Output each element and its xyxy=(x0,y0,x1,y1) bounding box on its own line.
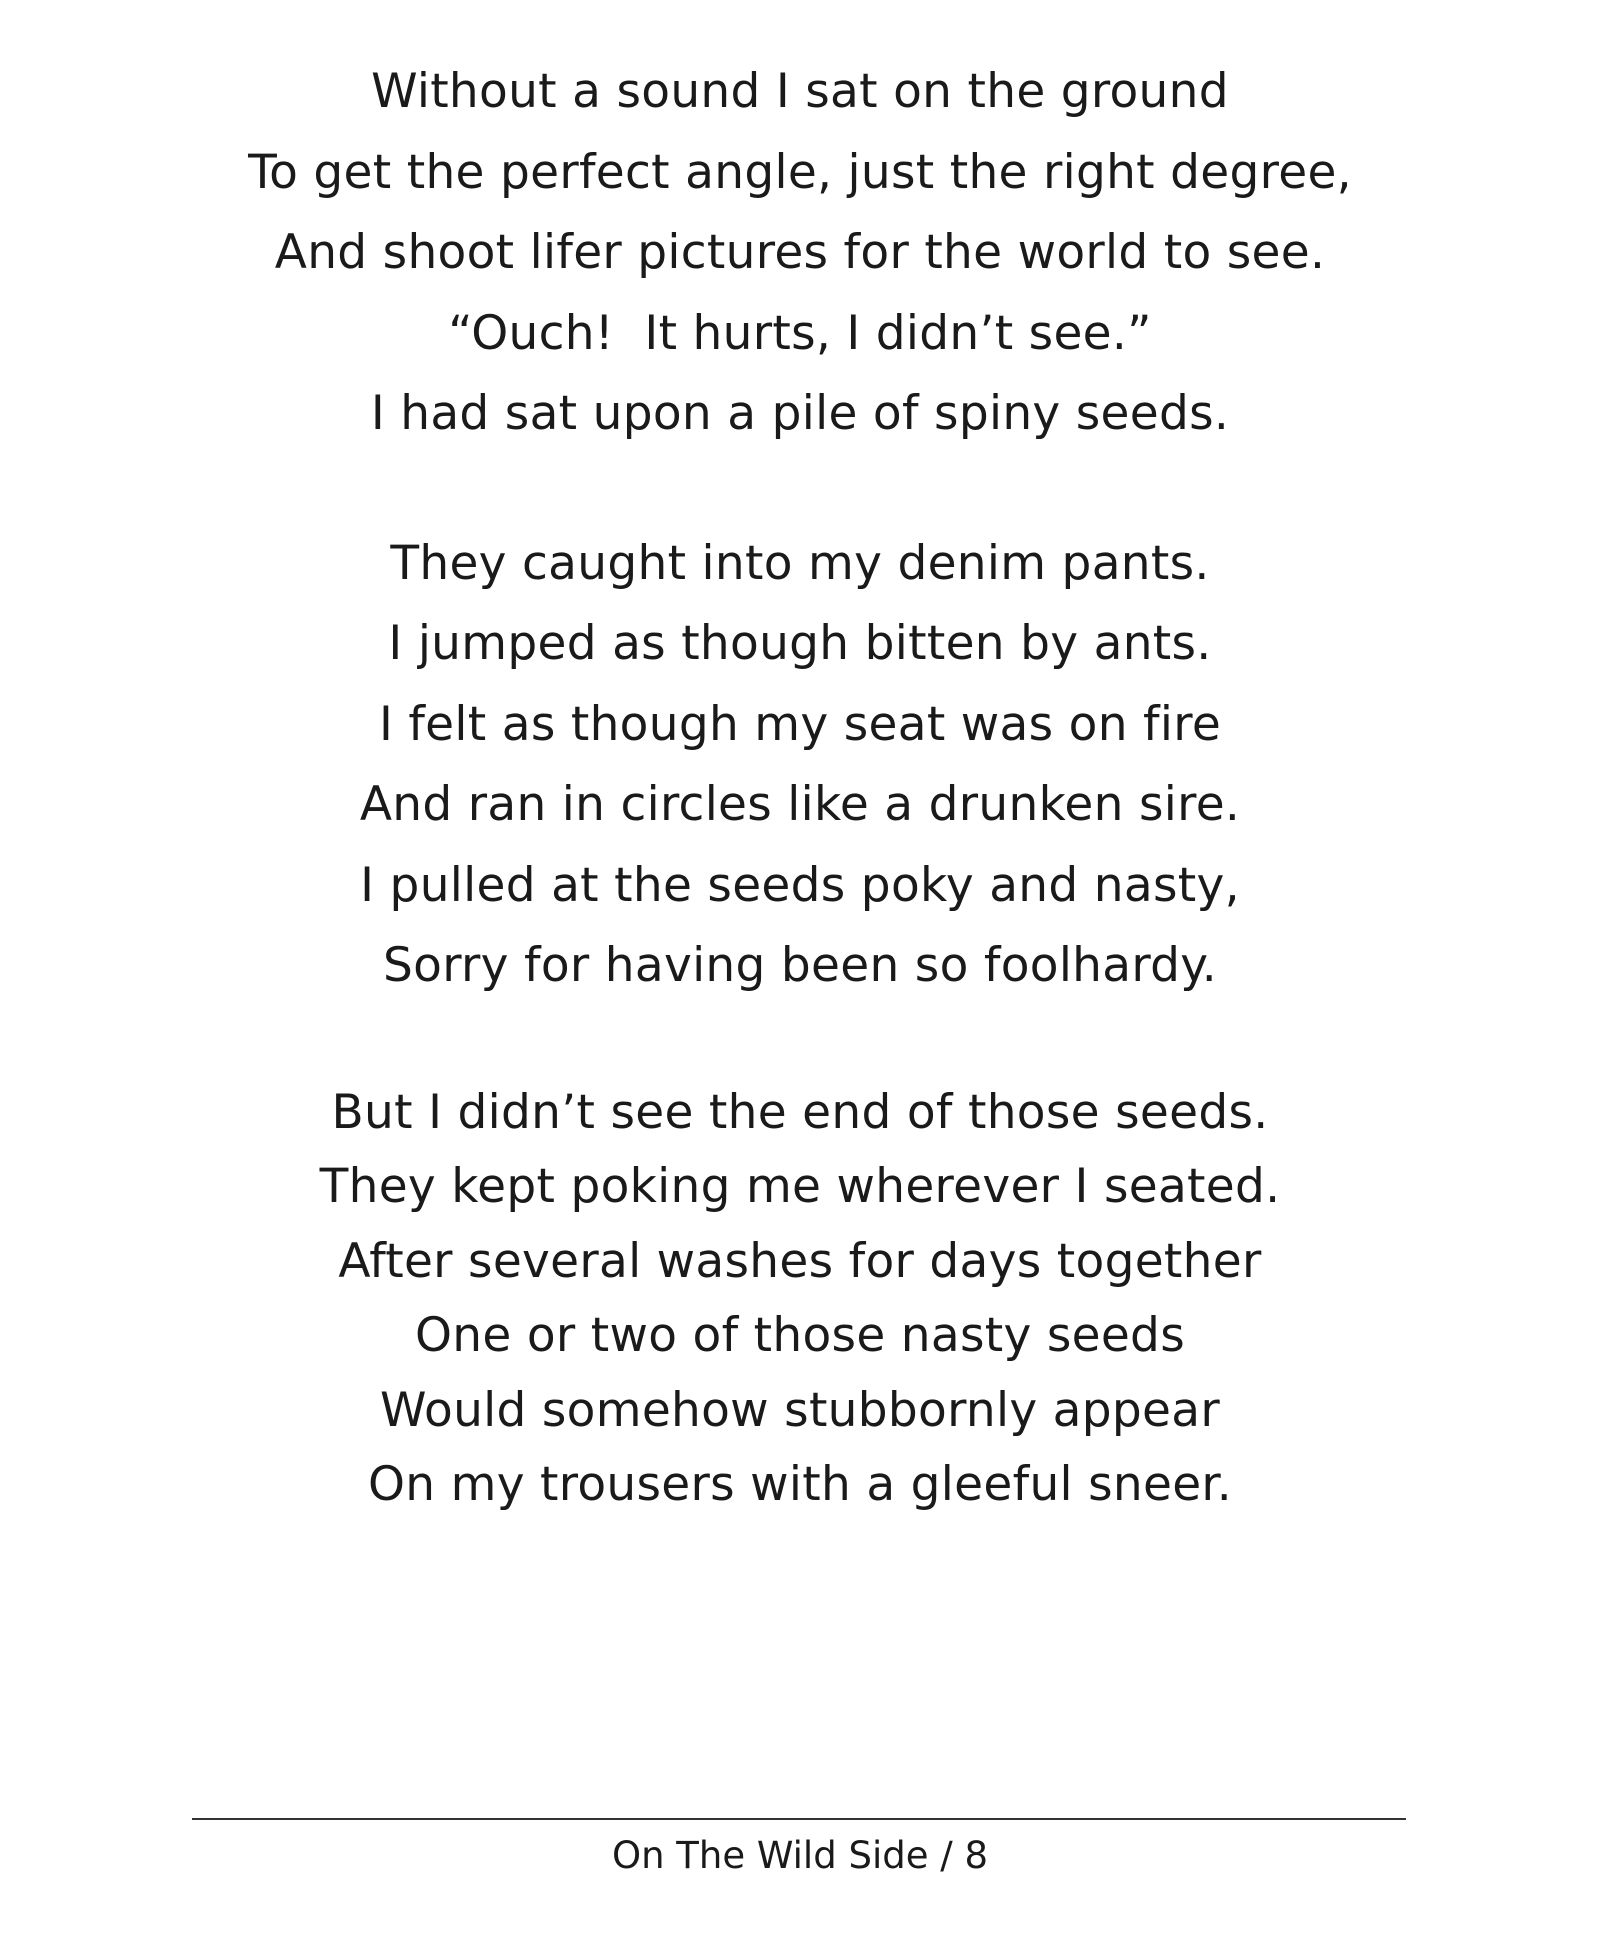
poem-line: I felt as though my seat was on fire xyxy=(378,696,1222,752)
page-footer: On The Wild Side / 8 xyxy=(611,1834,989,1877)
poem-line: To get the perfect angle, just the right degree, xyxy=(248,144,1352,200)
stanza-3 xyxy=(0,1076,1600,1523)
poem-line: They kept poking me wherever I seated. xyxy=(319,1159,1281,1214)
poem-line: But I didn’t see the end of those seeds. xyxy=(331,1084,1269,1140)
footer-divider xyxy=(192,1818,1406,1820)
poem-line: Would somehow stubbornly appear xyxy=(380,1382,1220,1438)
poem-line: They caught into my denim pants. xyxy=(390,535,1210,591)
poem-line: I had sat upon a pile of spiny seeds. xyxy=(370,386,1230,441)
poem-line: Sorry for having been so foolhardy. xyxy=(383,938,1217,993)
stanza-1 xyxy=(0,52,1600,455)
poem-line: And ran in circles like a drunken sire. xyxy=(359,777,1241,832)
stanza-2 xyxy=(0,524,1600,1007)
poem-line: After several washes for days together xyxy=(338,1233,1262,1289)
poem-line: One or two of those nasty seeds xyxy=(415,1308,1185,1363)
poem-line: I jumped as though bitten by ants. xyxy=(388,616,1212,671)
poem-line: Without a sound I sat on the ground xyxy=(371,64,1229,119)
poem-line: And shoot lifer pictures for the world to see. xyxy=(274,225,1326,280)
poem-line: “Ouch! It hurts, I didn’t see.” xyxy=(448,305,1152,361)
poem xyxy=(0,52,1600,1523)
poem-line: I pulled at the seeds poky and nasty, xyxy=(360,857,1240,913)
poem-line: On my trousers with a gleeful sneer. xyxy=(368,1457,1232,1512)
